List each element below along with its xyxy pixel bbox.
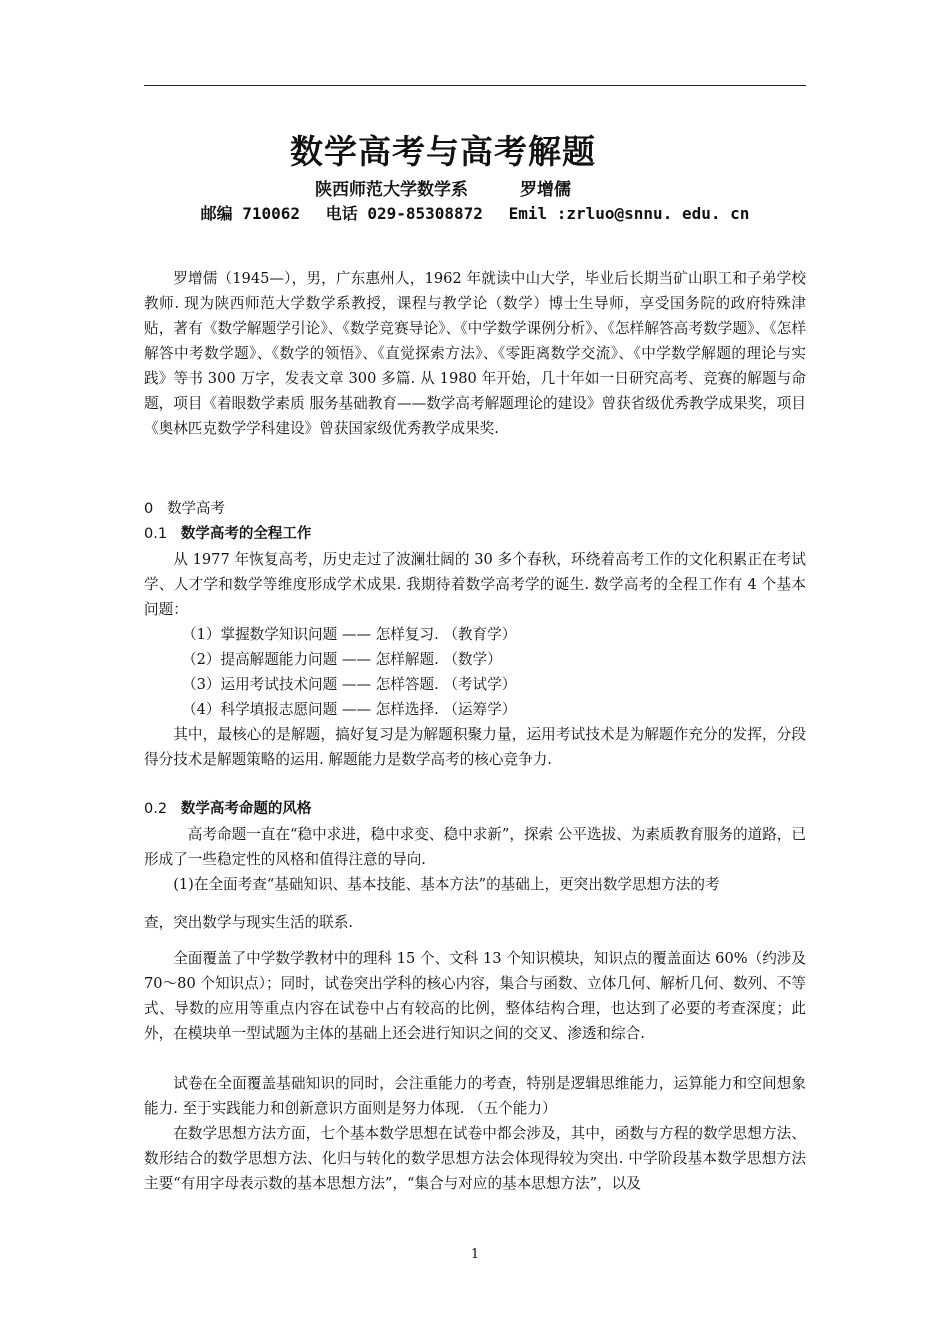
author-name: 罗增儒 [520, 180, 571, 200]
section-02-paragraph-5: 在数学思想方法方面，七个基本数学思想在试卷中都会涉及，其中，函数与方程的数学思想方法、数形结合的数学思想方法、化归与转化的数学思想方法会体现得较为突出. 中学阶段基本数学思想方法主要“有用字母表示数的基本思想方法”，“集合与对应的基本思想方法”，以及 [144, 1125, 806, 1192]
section-01-title: 数学高考的全程工作 [180, 526, 312, 542]
phone: 电话 029-85308872 [325, 204, 483, 223]
author-bio: 罗增儒（1945—），男，广东惠州人，1962 年就读中山大学，毕业后长期当矿山职工和子弟学校教师. 现为陕西师范大学数学系教授，课程与教学论（数学）博士生导师，享受国务院的政府特殊津贴，著有《数学解题学引论》、《数学竞赛导论》、《中学数学课例分析》、《怎样解答高考数学题》、《怎样解答中考数学题》、《数学的领悟》、《直觉探索方法》、《零距离数学交流》、《中学数学解题的理论与实践》等书 300 万字，发表文章 300 多篇. 从 1980 年开始，几十年如一日研究高考、竞赛的解题与命题，项目《着眼数学素质 服务基础教育——数学高考解题理论的建设》曾获省级优秀教学成果奖，项目《奥林匹克数学学科建设》曾获国家级优秀教学成果奖. [144, 270, 806, 437]
author-line [0, 175, 886, 200]
list-item: （2）提高解题能力问题 —— 怎样解题. （数学） [182, 651, 502, 668]
section-02-heading [144, 797, 311, 822]
affiliation: 陕西师范大学数学系 [315, 180, 468, 200]
section-01-number: 0.1 [144, 526, 168, 542]
section-02-point-1: (1)在全面考查“基础知识、基本技能、基本方法”的基础上，更突出数学思想方法的考 [173, 876, 720, 893]
contact-line [0, 201, 950, 224]
section-02-paragraph-4: 试卷在全面覆盖基础知识的同时，会注重能力的考查，特别是逻辑思维能力，运算能力和空间想象能力. 至于实践能力和创新意识方面则是努力体现. （五个能力） [144, 1075, 806, 1117]
section-0-heading [144, 497, 225, 522]
section-01-intro: 从 1977 年恢复高考，历史走过了波澜壮阔的 30 多个春秋，环绕着高考工作的文化积累正在考试学、人才学和数学等维度形成学术成果. 我期待着数学高考学的诞生. 数学高考的全程工作有 4 个基本问题： [144, 551, 806, 618]
list-item: （1）掌握数学知识问题 —— 怎样复习. （教育学） [182, 626, 517, 643]
section-02-paragraph-3: 全面覆盖了中学数学教材中的理科 15 个、文科 13 个知识模块，知识点的覆盖面达 60%（约涉及 70～80 个知识点）；同时，试卷突出学科的核心内容，集合与函数、立体几何、解析几何、数列、不等式、导数的应用等重点内容在试卷中占有较高的比例，整体结构合理，也达到了必要的考查深度；此外，在模块单一型试题为主体的基础上还会进行知识之间的交叉、渗透和综合. [144, 950, 807, 1042]
section-01-conclusion: 其中，最核心的是解题，搞好复习是为解题积聚力量，运用考试技术是为解题作充分的发挥，分段得分技术是解题策略的运用. 解题能力是数学高考的核心竞争力. [144, 726, 806, 768]
header-rule [144, 85, 806, 86]
section-02-title: 数学高考命题的风格 [180, 801, 312, 817]
section-02-point-1-cont: 查，突出数学与现实生活的联系. [144, 914, 353, 931]
email: Emil :zrluo@snnu. edu. cn [508, 204, 750, 223]
section-0-number: 0 [144, 501, 154, 517]
page-title: 数学高考与高考解题 [290, 132, 596, 171]
list-item: （4）科学填报志愿问题 —— 怎样选择. （运筹学） [182, 701, 517, 718]
postcode: 邮编 710062 [200, 204, 301, 223]
list-item: （3）运用考试技术问题 —— 怎样答题. （考试学） [182, 676, 517, 693]
page-number: 1 [470, 1247, 480, 1262]
section-02-number: 0.2 [144, 801, 168, 817]
section-02-paragraph-1: 高考命题一直在“稳中求进，稳中求变、稳中求新”，探索 公平选拔、为素质教育服务的道路，已形成了一些稳定性的风格和值得注意的导向. [144, 826, 806, 868]
section-01-heading [144, 522, 311, 547]
section-0-title: 数学高考 [167, 501, 226, 517]
